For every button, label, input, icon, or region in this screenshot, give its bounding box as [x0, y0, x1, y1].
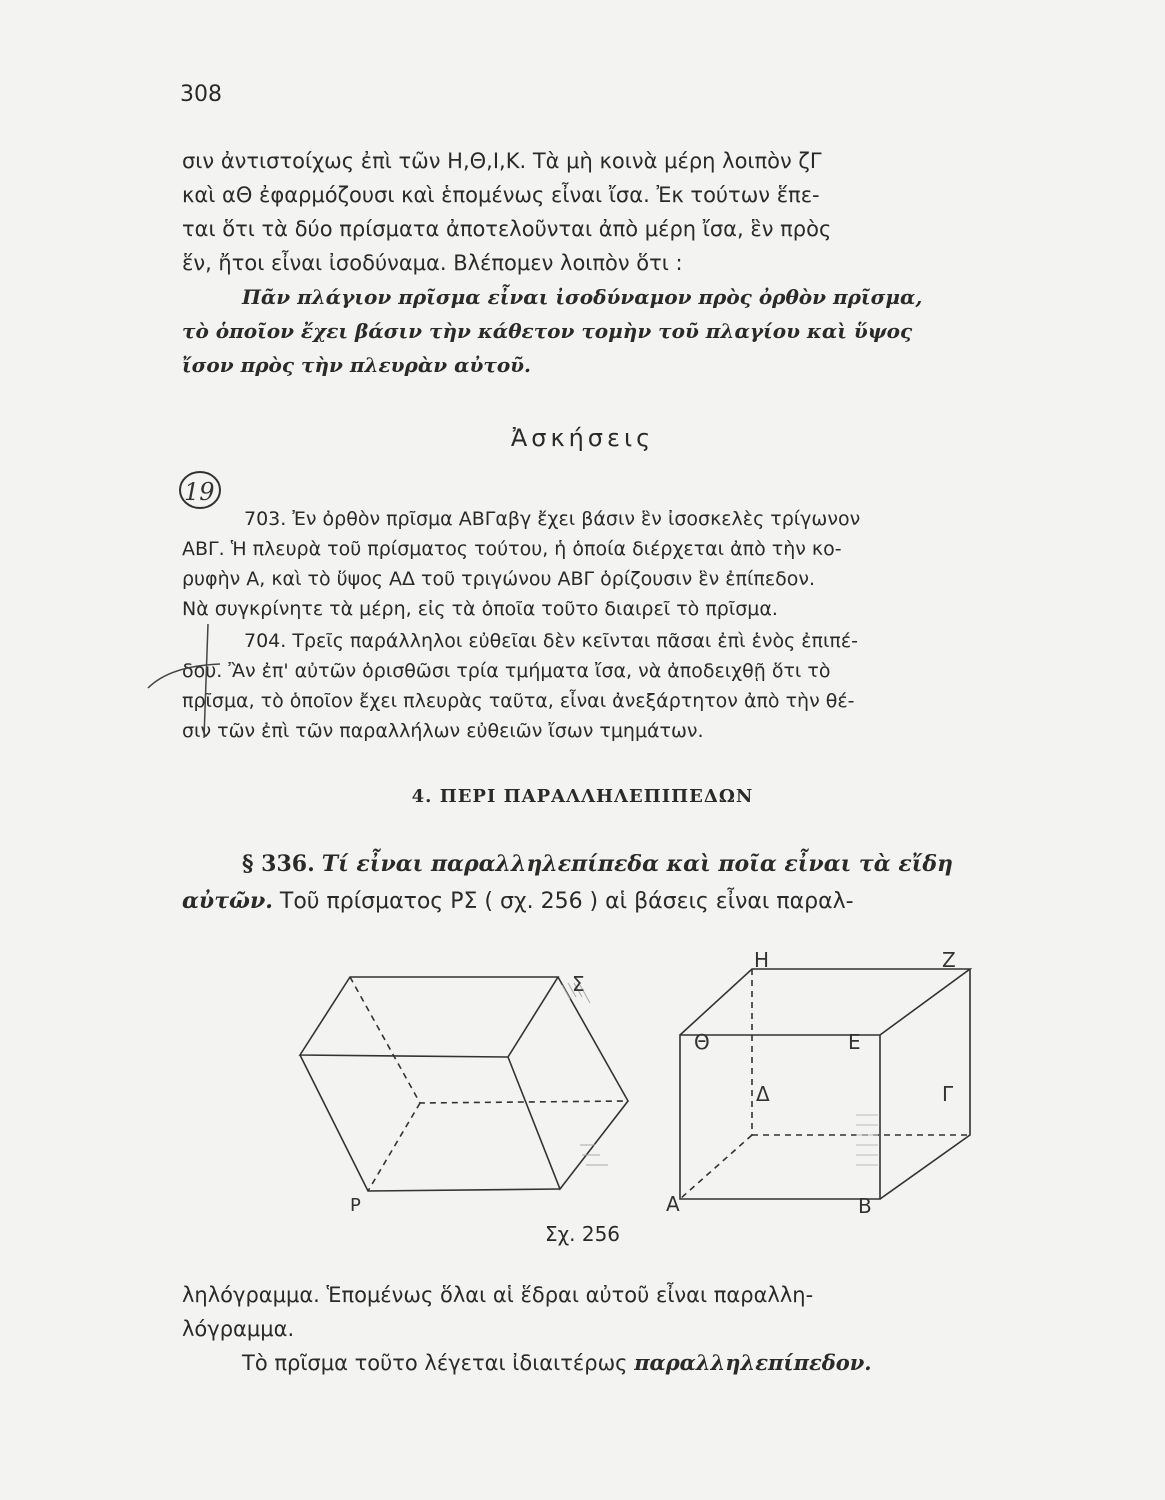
page-number: 308	[180, 82, 222, 107]
exercise-704	[182, 626, 1072, 746]
text-line: Πᾶν πλάγιον πρῖσμα εἶναι ἰσοδύναμον πρὸς ὀρθὸν πρῖσμα,	[242, 285, 923, 309]
text-line: λόγραμμα.	[182, 1317, 295, 1341]
text-line: Τὸ πρῖσμα τοῦτο λέγεται ἰδιαιτέρως	[242, 1351, 628, 1375]
text-line: ρυφὴν Α, καὶ τὸ ὕψος ΑΔ τοῦ τριγώνου ΑΒΓ ὁρίζουσιν ἓν ἐπίπεδον.	[182, 568, 816, 590]
text-line: ἕν, ἤτοι εἶναι ἰσοδύναμα. Βλέπομεν λοιπὸν ὅτι :	[182, 251, 683, 275]
handwritten-bracket-mark	[140, 618, 230, 748]
text-line: σιν τῶν ἐπὶ τῶν παραλλήλων εὐθειῶν ἴσων τμημάτων.	[182, 720, 704, 742]
text-line: ἴσον πρὸς τὴν πλευρὰν αὐτοῦ.	[182, 353, 531, 377]
figure-256	[290, 945, 1010, 1215]
text-line: Νὰ συγκρίνητε τὰ μέρη, εἰς τὰ ὁποῖα τοῦτο διαιρεῖ τὸ πρῖσμα.	[182, 598, 778, 620]
theorem-statement	[182, 280, 1072, 382]
after-figure-paragraph	[182, 1278, 1072, 1346]
shading	[856, 1115, 878, 1165]
label-zeta: Ζ	[942, 948, 956, 972]
intro-paragraph	[182, 144, 1072, 280]
shading	[562, 983, 608, 1165]
text-line: σιν ἀντιστοίχως ἐπὶ τῶν Η,Θ,Ι,Κ. Τὰ μὴ κοινὰ μέρη λοιπὸν ζΓ	[182, 149, 822, 173]
label-sigma: Σ	[572, 972, 585, 996]
label-eta: Η	[754, 948, 770, 972]
exercises-heading: Ἀσκήσεις	[510, 424, 655, 452]
figure-caption: Σχ. 256	[544, 1222, 621, 1246]
exercise-703	[182, 504, 1072, 624]
text-line: τὸ ὁποῖον ἔχει βάσιν τὴν κάθετον τομὴν τοῦ πλαγίου καὶ ὕψος	[182, 319, 913, 343]
text-line: 703. Ἐν ὀρθὸν πρῖσμα ΑΒΓαβγ ἔχει βάσιν ἓν ἰσοσκελὲς τρίγωνον	[244, 508, 861, 530]
label-beta: Β	[858, 1194, 872, 1215]
parallelepiped-oblique	[300, 977, 628, 1191]
text-line: ΑΒΓ. Ἡ πλευρὰ τοῦ πρίσματος τούτου, ἡ ὁποία διέρχεται ἀπὸ τὴν κο-	[182, 538, 842, 560]
section-heading: 4. ΠΕΡΙ ΠΑΡΑΛΛΗΛΕΠΙΠΕΔΩΝ	[411, 786, 754, 807]
label-epsilon: Ε	[848, 1030, 861, 1054]
label-alpha: Α	[666, 1192, 680, 1215]
section-number: § 336.	[242, 851, 315, 877]
text-line: καὶ αΘ ἐφαρμόζουσι καὶ ἑπομένως εἶναι ἴσα. Ἐκ τούτων ἕπε-	[182, 183, 820, 207]
section-336-paragraph	[182, 846, 1072, 920]
text-line: πρῖσμα, τὸ ὁποῖον ἔχει πλευρὰς ταῦτα, εἶναι ἀνεξάρτητον ἀπὸ τὴν θέ-	[182, 690, 855, 712]
section-title-end: αὐτῶν.	[182, 888, 273, 914]
label-theta: Θ	[694, 1030, 710, 1054]
parallelepiped-right	[680, 969, 970, 1199]
label-gamma: Γ	[942, 1082, 954, 1106]
text-line: ται ὅτι τὰ δύο πρίσματα ἀποτελοῦνται ἀπὸ μέρη ἴσα, ἓν πρὸς	[182, 217, 832, 241]
defined-term: παραλληλεπίπεδον.	[634, 1350, 872, 1375]
final-paragraph	[182, 1346, 1072, 1380]
text-line: δου. Ἂν ἐπ' αὐτῶν ὁρισθῶσι τρία τμήματα ἴσα, νὰ ἀποδειχθῇ ὅτι τὸ	[182, 660, 831, 682]
margin-mark-text: 19	[184, 478, 215, 506]
text-line: 704. Τρεῖς παράλληλοι εὐθεῖαι δὲν κεῖνται πᾶσαι ἐπὶ ἑνὸς ἐπιπέ-	[244, 630, 858, 652]
text-line: Τοῦ πρίσματος ΡΣ ( σχ. 256 ) αἱ βάσεις εἶναι παραλ-	[279, 889, 854, 914]
section-title: Τί εἶναι παραλληλεπίπεδα καὶ ποῖα εἶναι τὰ εἴδη	[321, 851, 954, 877]
label-rho: Ρ	[350, 1195, 361, 1215]
text-line: ληλόγραμμα. Ἑπομένως ὅλαι αἱ ἕδραι αὐτοῦ εἶναι παραλλη-	[182, 1283, 814, 1307]
label-delta: Δ	[756, 1082, 770, 1106]
